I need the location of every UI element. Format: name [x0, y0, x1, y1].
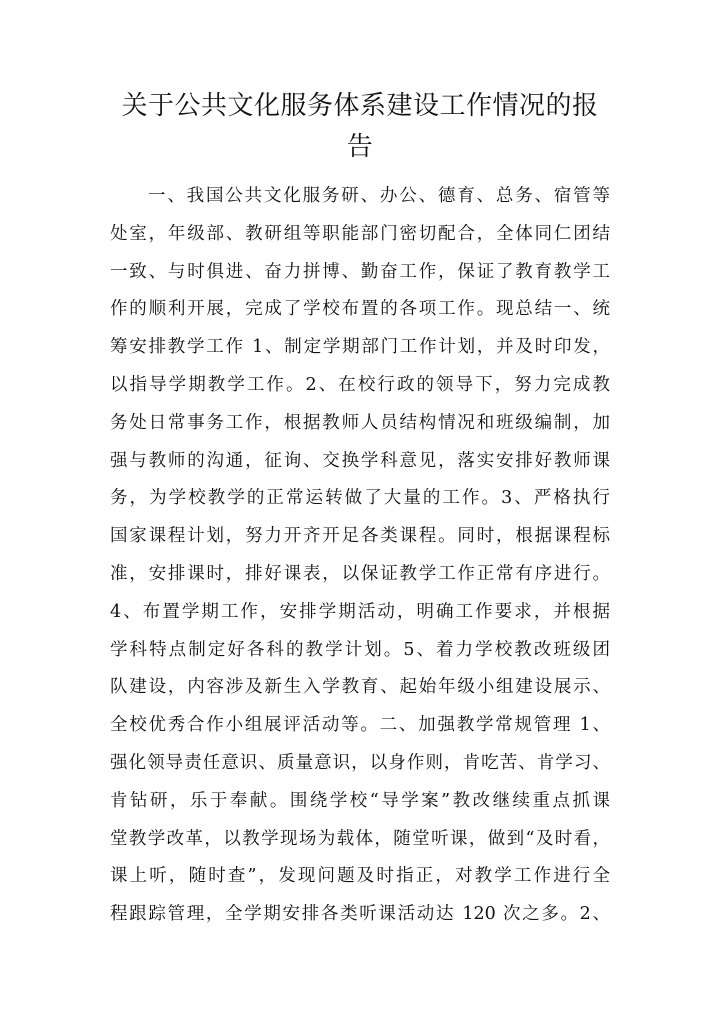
body-line: 肯钻研，乐于奉献。围绕学校“导学案”教改继续重点抓课 [110, 790, 610, 811]
document-title [110, 86, 610, 168]
body-line: 一、我国公共文化服务研、办公、德育、总务、宿管等 [148, 186, 610, 206]
body-line: 准，安排课时，排好课表，以保证教学工作正常有序进行。 [110, 563, 610, 584]
body-line: 强与教师的沟通，征询、交换学科意见，落实安排好教师课 [110, 450, 610, 471]
title-line-1: 关于公共文化服务体系建设工作情况的报 [121, 91, 599, 121]
body-line: 堂教学改革，以教学现场为载体，随堂听课，做到“及时看， [110, 828, 610, 849]
body-line: 一致、与时俱进、奋力拼博、勤奋工作，保证了教育教学工 [110, 261, 610, 282]
body-line: 作的顺利开展，完成了学校布置的各项工作。现总结一、统 [110, 299, 610, 320]
title-line-2: 告 [346, 132, 374, 162]
body-line: 队建设，内容涉及新生入学教育、起始年级小组建设展示、 [110, 677, 610, 698]
body-line: 国家课程计划，努力开齐开足各类课程。同时，根据课程标 [110, 526, 610, 547]
body-line: 课上听，随时查”，发现问题及时指正，对教学工作进行全 [110, 866, 610, 887]
body-line: 筹安排教学工作 1、制定学期部门工作计划，并及时印发， [110, 337, 610, 358]
body-line: 处室，年级部、教研组等职能部门密切配合，全体同仁团结 [110, 223, 610, 244]
body-line: 务，为学校教学的正常运转做了大量的工作。3、严格执行 [110, 488, 610, 509]
body-line: 学科特点制定好各科的教学计划。5、着力学校教改班级团 [110, 639, 610, 660]
body-line: 强化领导责任意识、质量意识，以身作则，肯吃苦、肯学习、 [110, 752, 610, 773]
document-body [110, 178, 610, 934]
body-line: 程跟踪管理，全学期安排各类听课活动达 120 次之多。2、 [110, 904, 610, 925]
body-line: 全校优秀合作小组展评活动等。二、加强教学常规管理 1、 [110, 715, 610, 736]
body-line: 务处日常事务工作，根据教师人员结构情况和班级编制，加 [110, 412, 610, 433]
body-line: 以指导学期教学工作。2、在校行政的领导下，努力完成教 [110, 374, 610, 395]
body-line: 4、布置学期工作，安排学期活动，明确工作要求，并根据 [110, 601, 610, 622]
